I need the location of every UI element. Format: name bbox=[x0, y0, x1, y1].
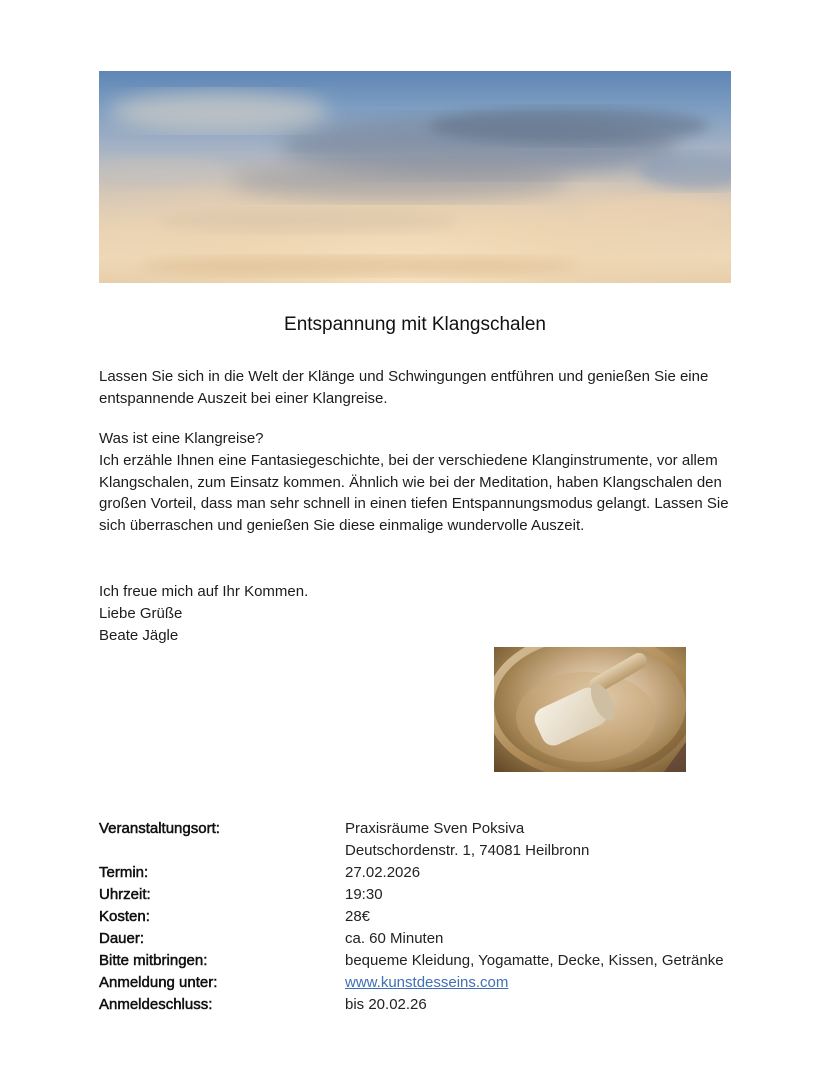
time-label: Uhrzeit: bbox=[99, 886, 151, 903]
date-value: 27.02.2026 bbox=[345, 864, 421, 881]
detail-row-date bbox=[99, 862, 739, 884]
duration-value: ca. 60 Minuten bbox=[345, 930, 444, 947]
detail-row-cost bbox=[99, 906, 739, 928]
page-title: Entspannung mit Klangschalen bbox=[284, 314, 546, 335]
intro-paragraph: Lassen Sie sich in die Welt der Klänge und Schwingungen entführen und genießen Sie eine entspannende Auszeit bei einer Klangreise. bbox=[99, 368, 709, 407]
duration-label: Dauer: bbox=[99, 930, 145, 947]
venue-address: Deutschordenstr. 1, 74081 Heilbronn bbox=[345, 842, 590, 859]
detail-row-register bbox=[99, 972, 739, 994]
deadline-value: bis 20.02.26 bbox=[345, 996, 427, 1013]
time-value: 19:30 bbox=[345, 886, 383, 903]
register-label: Anmeldung unter: bbox=[99, 974, 218, 991]
singing-bowl-image bbox=[494, 647, 686, 772]
bring-label: Bitte mitbringen: bbox=[99, 952, 208, 969]
venue-label: Veranstaltungsort: bbox=[99, 820, 220, 837]
detail-row-address bbox=[99, 840, 739, 862]
closing-line-2: Liebe Grüße bbox=[99, 605, 183, 622]
section-question: Was ist eine Klangreise? bbox=[99, 430, 264, 447]
detail-row-venue bbox=[99, 818, 739, 840]
sky-clouds-image bbox=[99, 71, 731, 283]
cost-label: Kosten: bbox=[99, 908, 150, 925]
closing-signature: Beate Jägle bbox=[99, 627, 179, 644]
cost-value: 28€ bbox=[345, 908, 371, 925]
closing-line-1: Ich freue mich auf Ihr Kommen. bbox=[99, 583, 309, 600]
bring-value: bequeme Kleidung, Yogamatte, Decke, Kissen, Getränke bbox=[345, 952, 724, 969]
event-details bbox=[99, 818, 739, 1016]
register-link[interactable]: www.kunstdesseins.com bbox=[345, 974, 509, 991]
deadline-label: Anmeldeschluss: bbox=[99, 996, 213, 1013]
date-label: Termin: bbox=[99, 864, 149, 881]
detail-row-deadline bbox=[99, 994, 739, 1016]
detail-row-time bbox=[99, 884, 739, 906]
detail-row-bring bbox=[99, 950, 739, 972]
venue-name: Praxisräume Sven Poksiva bbox=[345, 820, 525, 837]
section-body: Ich erzähle Ihnen eine Fantasiegeschichte, bei der verschiedene Klanginstrumente, vor allem Klangschalen, zum Einsatz kommen. Ähnlich wie bei der Meditation, haben Klangschalen den großen Vorteil, dass man sehr schnell in einen tiefen Entspannungsmodus gelangt. Lassen Sie sich überraschen und genießen Sie diese einmalige wundervolle Auszeit. bbox=[99, 452, 729, 534]
detail-row-duration bbox=[99, 928, 739, 950]
